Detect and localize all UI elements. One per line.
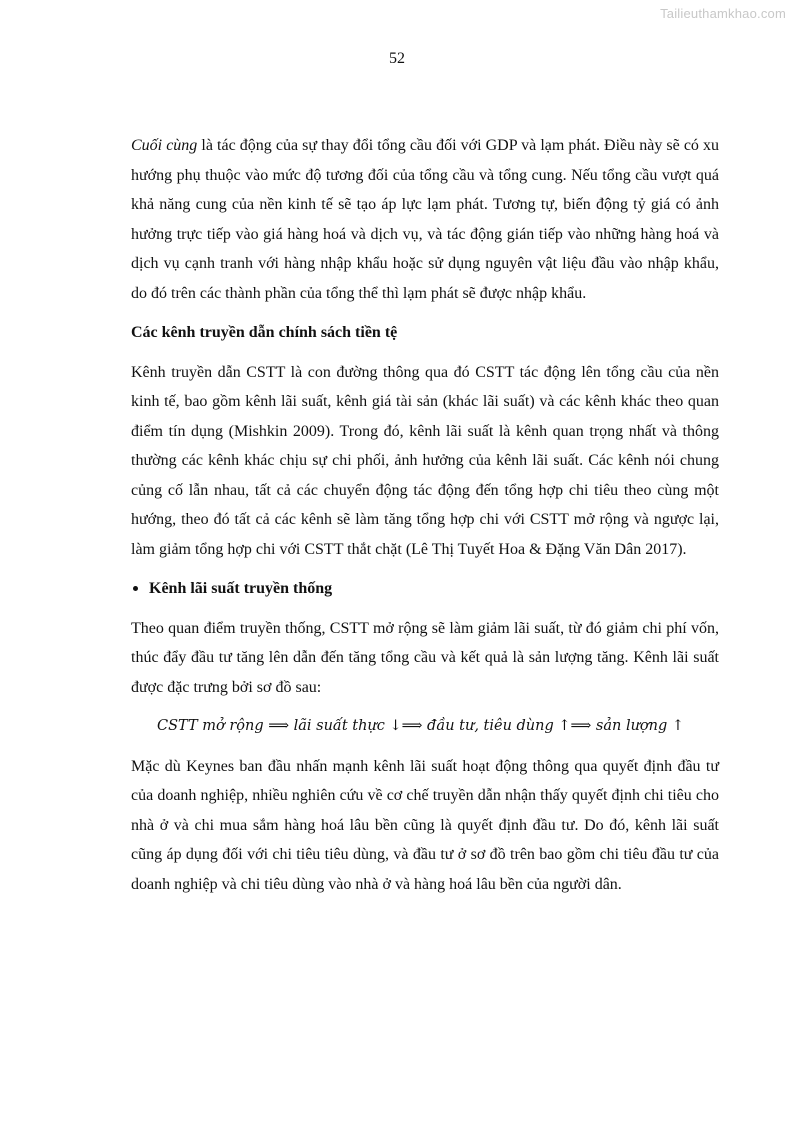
page-number: 52 <box>389 50 405 67</box>
paragraph-keynes: Mặc dù Keynes ban đầu nhấn mạnh kênh lãi suất hoạt động thông qua quyết định đầu tư của doanh nghiệp, nhiều nghiên cứu về cơ chế truyền dẫn nhận thấy quyết định chi tiêu cho nhà ở và chi mua sắm hàng hoá lâu bền cũng là quyết định đầu tư. Do đó, kênh lãi suất cũng áp dụng đối với chi tiêu tiêu dùng, và đầu tư ở sơ đồ trên bao gồm chi tiêu đầu tư của doanh nghiệp và chi tiêu dùng vào nhà ở và hàng hoá lâu bền của người dân. <box>131 757 719 893</box>
paragraph-lead-italic: Cuối cùng <box>131 137 198 154</box>
bullet-heading <box>131 574 719 604</box>
page-body <box>131 131 719 909</box>
section-heading: Các kênh truyền dẫn chính sách tiền tệ <box>131 324 398 341</box>
formula: CSTT mở rộng ⟹ lãi suất thực ↓⟹ đầu tư, tiêu dùng ↑⟹ sản lượng ↑ <box>157 718 685 734</box>
paragraph-conclusion <box>131 131 719 308</box>
paragraph-text: là tác động của sự thay đổi tổng cầu đối với GDP và lạm phát. Điều này sẽ có xu hướng phụ thuộc vào mức độ tương đối của tổng cầu và tổng cung. Nếu tổng cầu vượt quá khả năng cung của nền kinh tế sẽ tạo áp lực lạm phát. Tương tự, biến động tỷ giá có ảnh hưởng trực tiếp vào giá hàng hoá và dịch vụ, và tác động gián tiếp vào những hàng hoá và dịch vụ cạnh tranh với hàng nhập khẩu hoặc sử dụng nguyên vật liệu đầu vào nhập khẩu, do đó trên các thành phần của tổng thể thì lạm phát sẽ được nhập khẩu. <box>131 137 720 302</box>
bullet-heading-text: Kênh lãi suất truyền thống <box>149 580 333 597</box>
paragraph-transmission-channels: Kênh truyền dẫn CSTT là con đường thông qua đó CSTT tác động lên tổng cầu của nền kinh tế, bao gồm kênh lãi suất, kênh giá tài sản (khác lãi suất) và các kênh khác theo quan điểm tín dụng (Mishkin 2009). Trong đó, kênh lãi suất là kênh quan trọng nhất và thông thường các kênh khác chịu sự chi phối, ảnh hưởng của kênh lãi suất. Các kênh nói chung củng cố lẫn nhau, tất cả các chuyển động tác động đến tổng hợp chi tiêu theo cùng một hướng, theo đó tất cả các kênh sẽ làm tăng tổng hợp chi với CSTT mở rộng và ngược lại, làm giảm tổng hợp chi với CSTT thắt chặt (Lê Thị Tuyết Hoa & Đặng Văn Dân 2017). <box>131 363 719 558</box>
watermark: Tailieuthamkhao.com <box>660 6 786 21</box>
bullet-icon <box>133 586 138 591</box>
paragraph-traditional-view: Theo quan điểm truyền thống, CSTT mở rộng sẽ làm giảm lãi suất, từ đó giảm chi phí vốn, thúc đẩy đầu tư tăng lên dẫn đến tăng tổng cầu và kết quả là sản lượng tăng. Kênh lãi suất được đặc trưng bởi sơ đồ sau: <box>131 619 719 696</box>
